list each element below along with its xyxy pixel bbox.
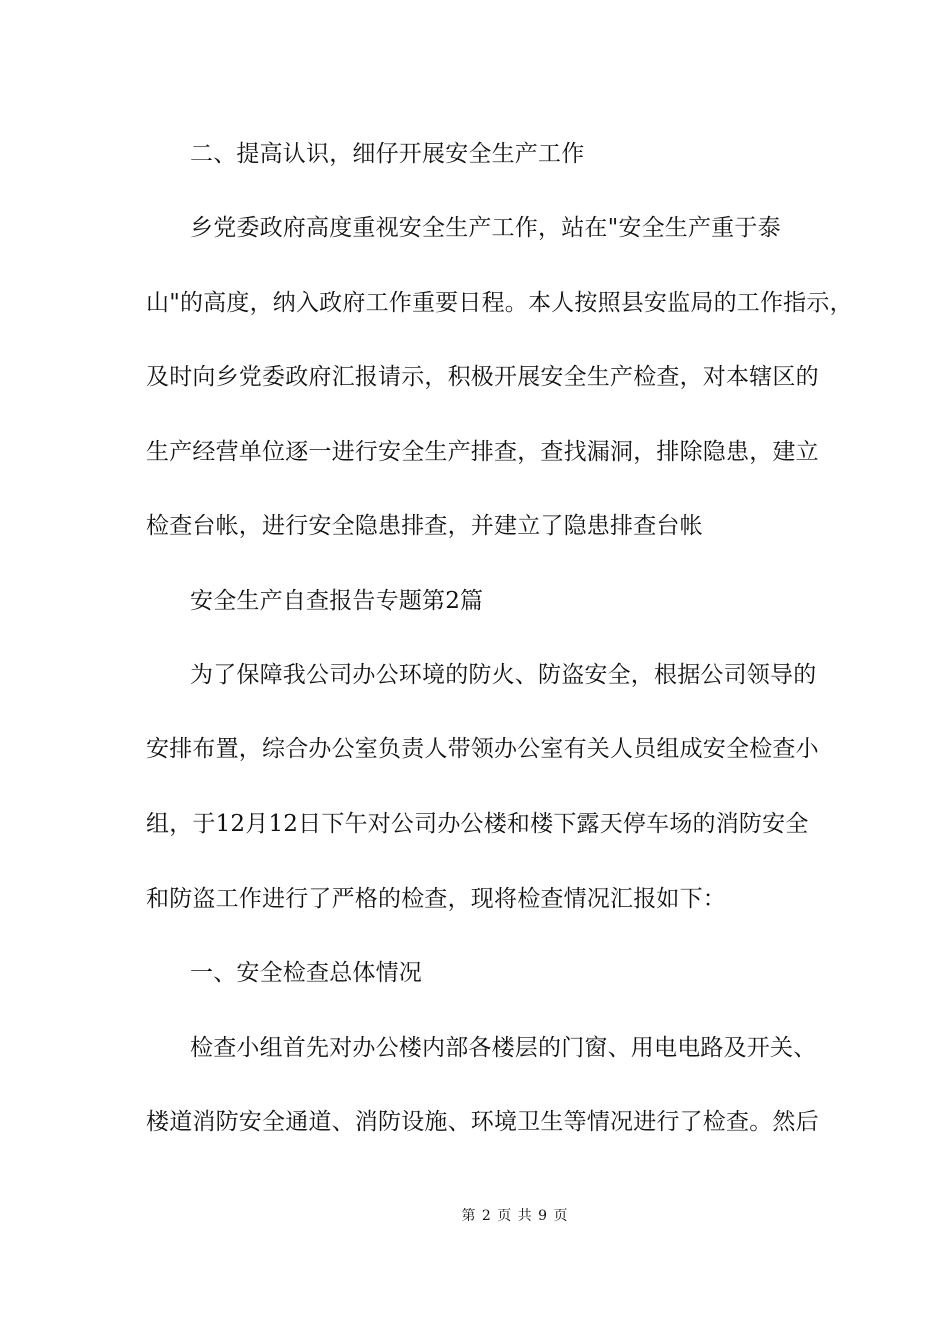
- paragraph-line: 检查小组首先对办公楼内部各楼层的门窗、用电电路及开关、: [190, 1035, 817, 1061]
- paragraph-line: 山"的高度，纳入政府工作重要日程。本人按照县安监局的工作指示，: [146, 290, 853, 316]
- section-heading: 一、安全检查总体情况: [190, 960, 422, 986]
- paragraph-line: 为了保障我公司办公环境的防火、防盗安全，根据公司领导的: [190, 662, 817, 688]
- paragraph-line: 乡党委政府高度重视安全生产工作，站在"安全生产重于泰: [190, 215, 781, 241]
- paragraph-line: 和防盗工作进行了严格的检查，现将检查情况汇报如下：: [146, 886, 726, 912]
- paragraph-line: 生产经营单位逐一进行安全生产排查，查找漏洞，排除隐患，建立: [146, 439, 819, 465]
- page-number-footer: 第 2 页 共 9 页: [461, 1208, 569, 1224]
- paragraph-line: 安排布置，综合办公室负责人带领办公室有关人员组成安全检查小: [146, 736, 819, 762]
- paragraph-line: 检查台帐，进行安全隐患排查，并建立了隐患排查台帐: [146, 513, 703, 539]
- article-title: 安全生产自查报告专题第2篇: [190, 588, 484, 614]
- paragraph-line: 组，于12月12日下午对公司办公楼和楼下露天停车场的消防安全: [146, 811, 809, 837]
- paragraph-line: 及时向乡党委政府汇报请示，积极开展安全生产检查，对本辖区的: [146, 364, 819, 390]
- section-heading: 二、提高认识，细仔开展安全生产工作: [190, 141, 585, 167]
- paragraph-line: 楼道消防安全通道、消防设施、环境卫生等情况进行了检查。然后: [146, 1109, 819, 1135]
